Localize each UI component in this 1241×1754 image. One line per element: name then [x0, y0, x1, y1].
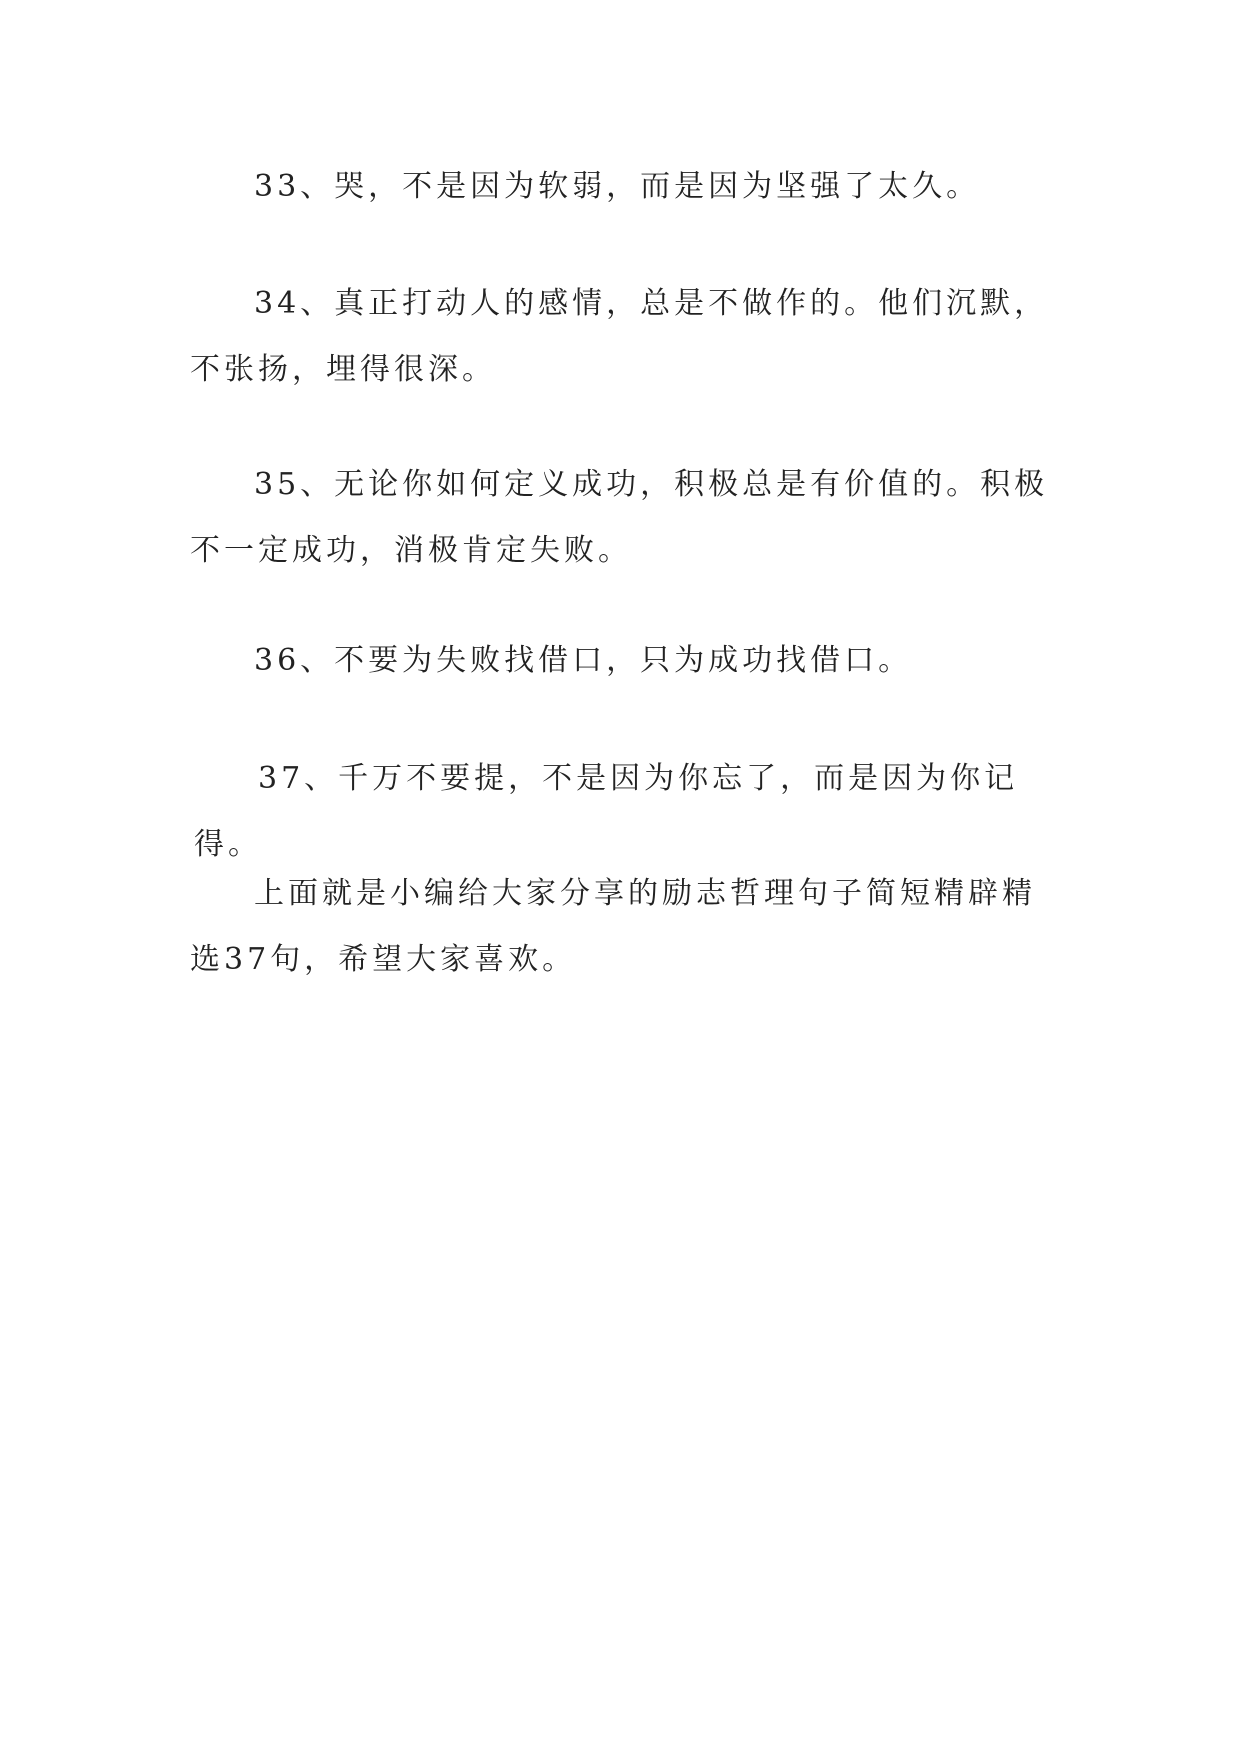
closing-summary: 上面就是小编给大家分享的励志哲理句子简短精辟精选37句，希望大家喜欢。 [190, 876, 1036, 977]
quote-35: 35、无论你如何定义成功，积极总是有价值的。积极不一定成功，消极肯定失败。 [190, 467, 1049, 568]
quote-36: 36、不要为失败找借口，只为成功找借口。 [254, 643, 913, 678]
quote-33: 33、哭，不是因为软弱，而是因为坚强了太久。 [254, 169, 981, 204]
quote-34: 34、真正打动人的感情，总是不做作的。他们沉默，不张扬，埋得很深。 [190, 286, 1049, 387]
quote-37: 37、千万不要提，不是因为你忘了，而是因为你记得。 [194, 761, 1019, 862]
